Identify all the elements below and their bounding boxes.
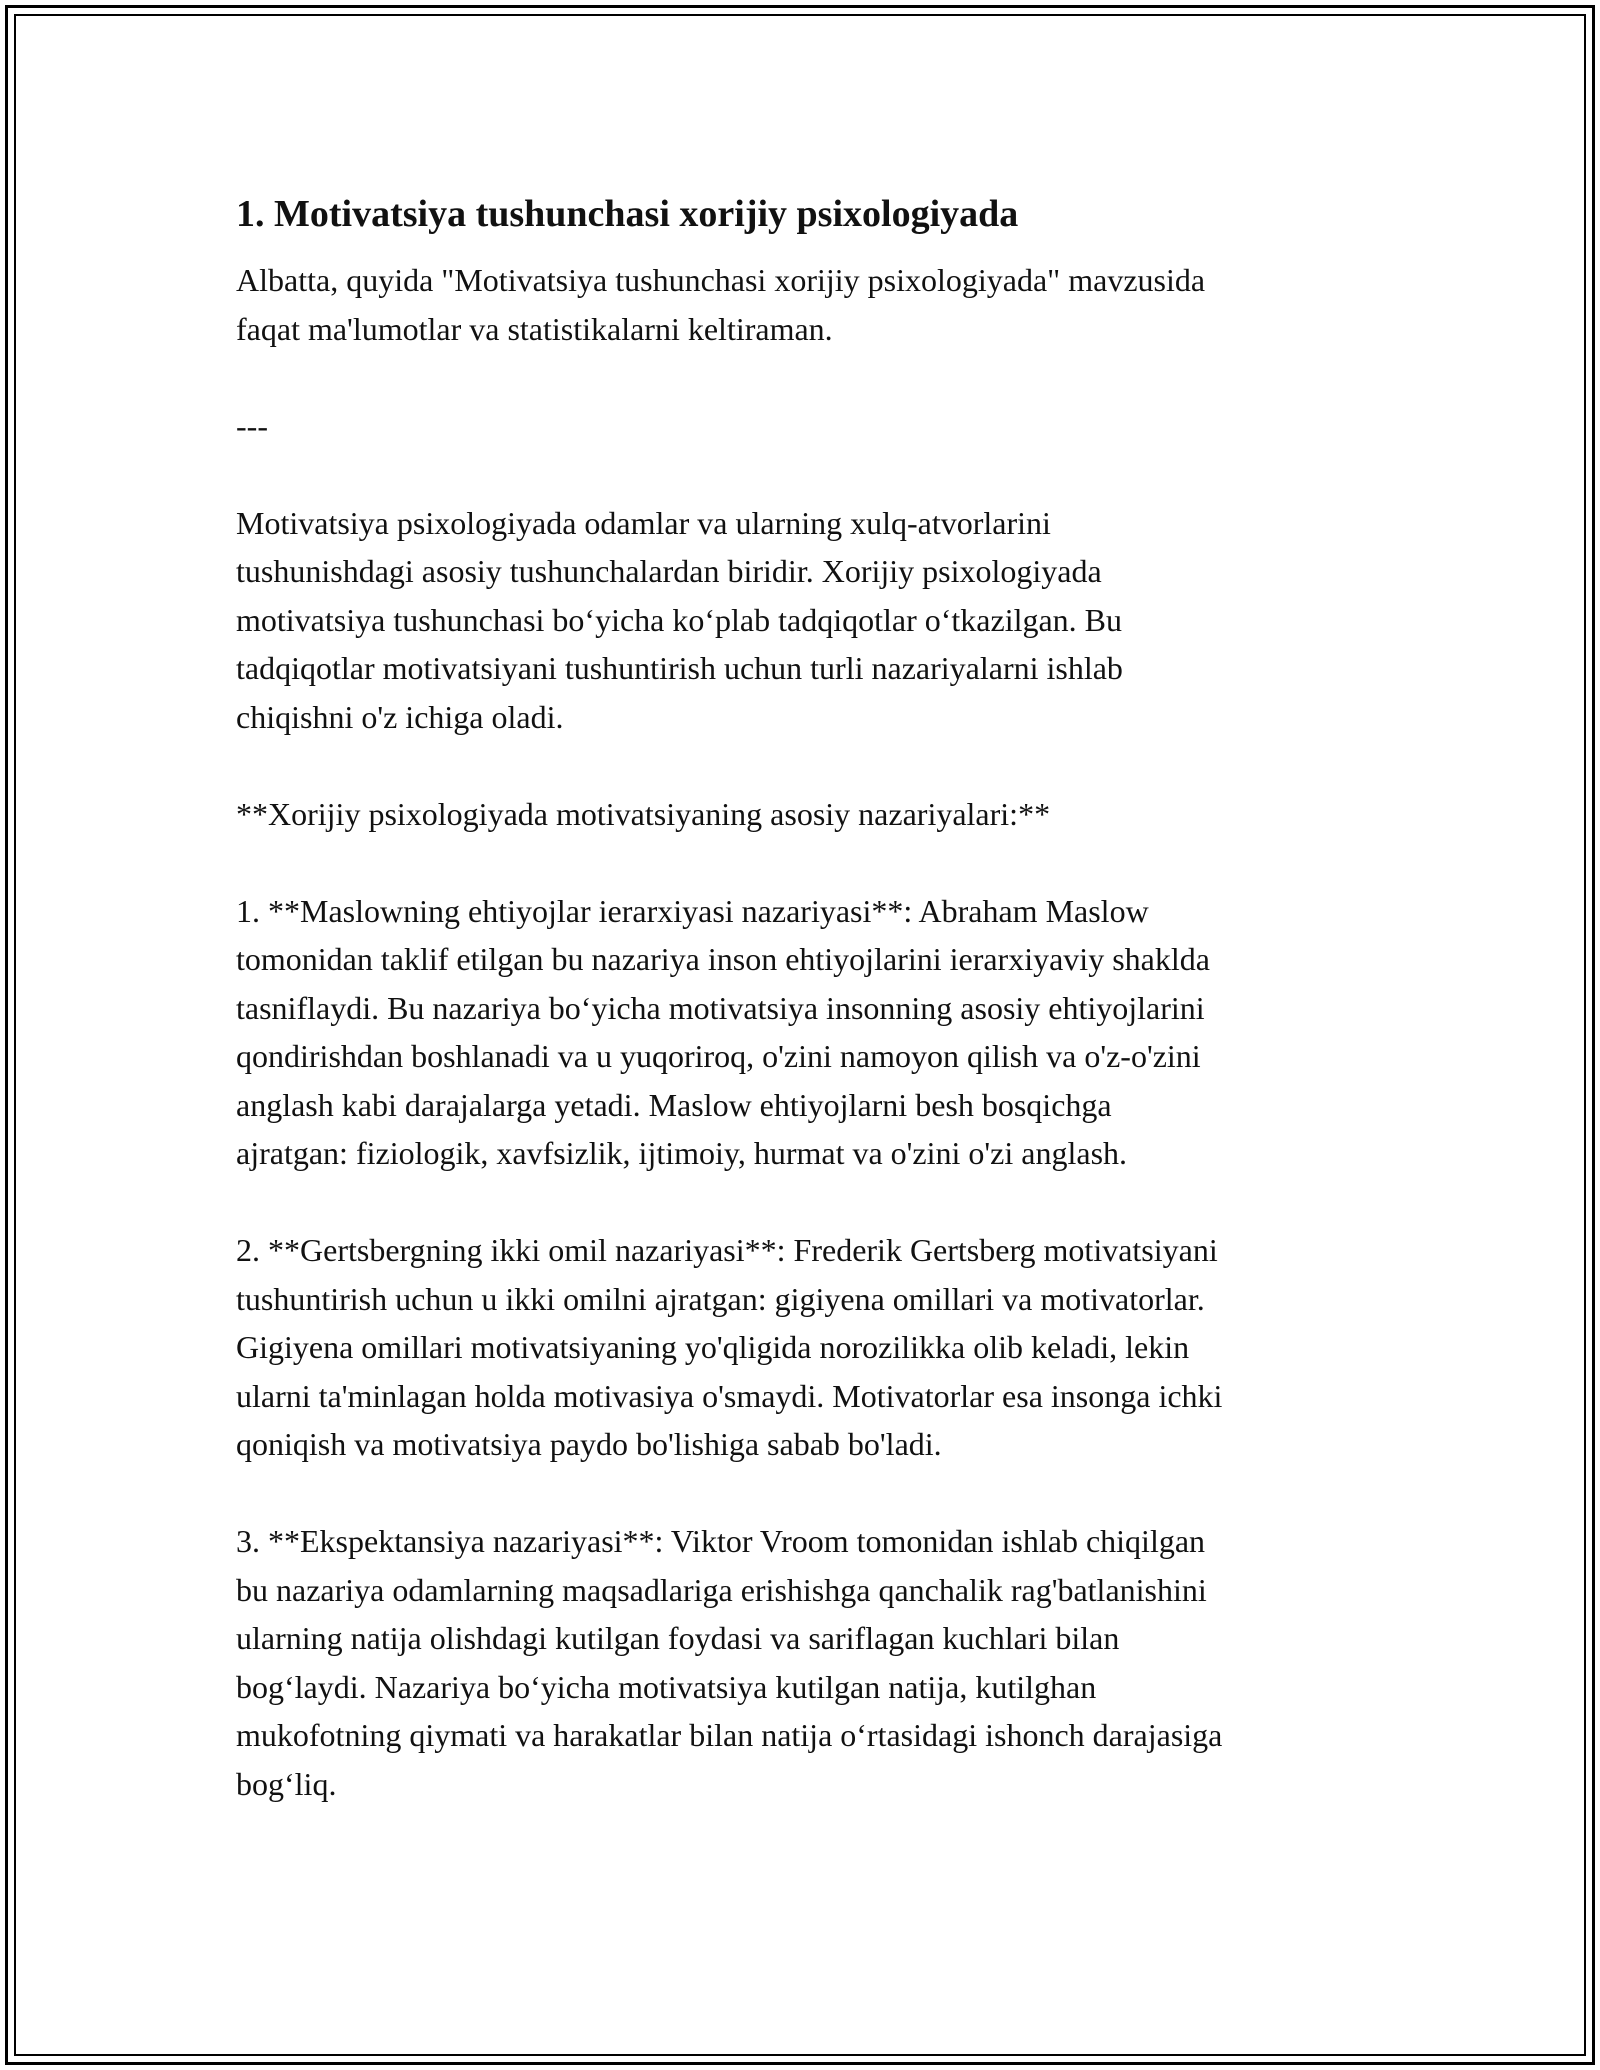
page-title: 1. Motivatsiya tushunchasi xorijiy psixologiyada — [236, 193, 1019, 235]
text-line: ajratgan: fiziologik, xavfsizlik, ijtimoiy, hurmat va o'zini o'zi anglash. — [236, 1135, 1128, 1171]
text-line: qoniqish va motivatsiya paydo bo'lishiga sabab bo'ladi. — [236, 1426, 942, 1462]
text-line: tushuntirish uchun u ikki omilni ajratgan: gigiyena omillari va motivatorlar. — [236, 1280, 1205, 1317]
text-line: tomonidan taklif etilgan bu nazariya inson ehtiyojlarini ierarxiyaviy shaklda — [236, 941, 1210, 977]
text-line: Motivatsiya psixologiyada odamlar va ularning xulq-atvorlarini — [236, 504, 1051, 541]
text-line: tadqiqotlar motivatsiyani tushuntirish uchun turli nazariyalarni ishlab — [236, 650, 1123, 686]
text-line: ularni ta'minlagan holda motivasiya o'smaydi. Motivatorlar esa insonga ichki — [236, 1377, 1223, 1414]
list-item-vroom — [236, 1517, 1386, 1808]
text-line: Gigiyena omillari motivatsiyaning yo'qligida norozilikka olib keladi, lekin — [236, 1329, 1190, 1365]
intro-paragraph — [236, 256, 1386, 353]
text-line: tushunishdagi asosiy tushunchalardan biridir. Xorijiy psixologiyada — [236, 553, 1102, 589]
text-line: bog‘laydi. Nazariya bo‘yicha motivatsiya kutilgan natija, kutilghan — [236, 1668, 1097, 1705]
text-line: ularning natija olishdagi kutilgan foydasi va sariflagan kuchlari bilan — [236, 1620, 1120, 1656]
text-line: tasniflaydi. Bu nazariya bo‘yicha motivatsiya insonning asosiy ehtiyojlarini — [236, 989, 1205, 1026]
text-line: **Xorijiy psixologiyada motivatsiyaning asosiy nazariyalari:** — [236, 795, 1051, 832]
text-line: anglash kabi darajalarga yetadi. Maslow ehtiyojlarni besh bosqichga — [236, 1086, 1112, 1123]
text-line: motivatsiya tushunchasi bo‘yicha ko‘plab tadqiqotlar o‘tkazilgan. Bu — [236, 601, 1123, 638]
list-item-gertsberg — [236, 1226, 1386, 1469]
text-line: chiqishni o'z ichiga oladi. — [236, 698, 564, 735]
list-item-maslow — [236, 887, 1386, 1178]
separator — [236, 402, 1386, 451]
body-paragraph — [236, 499, 1386, 742]
text-line: mukofotning qiymati va harakatlar bilan natija o‘rtasidagi ishonch darajasiga — [236, 1717, 1223, 1753]
separator-text: --- — [236, 407, 268, 444]
text-line: Albatta, quyida "Motivatsiya tushunchasi xorijiy psixologiyada" mavzusida — [236, 262, 1206, 298]
text-line: 1. **Maslowning ehtiyojlar ierarxiyasi nazariyasi**: Abraham Maslow — [236, 892, 1149, 929]
text-line: faqat ma'lumotlar va statistikalarni keltiraman. — [236, 310, 833, 347]
text-line: qondirishdan boshlanadi va u yuqoriroq, o'zini namoyon qilish va o'z-o'zini — [236, 1038, 1201, 1074]
text-line: bog‘liq. — [236, 1765, 337, 1802]
section-heading — [236, 790, 1386, 839]
text-line: bu nazariya odamlarning maqsadlariga erishishga qanchalik rag'batlanishini — [236, 1571, 1207, 1608]
text-line: 3. **Ekspektansiya nazariyasi**: Viktor Vroom tomonidan ishlab chiqilgan — [236, 1523, 1206, 1559]
document-body — [236, 186, 1386, 1857]
text-line: 2. **Gertsbergning ikki omil nazariyasi**: Frederik Gertsberg motivatsiyani — [236, 1232, 1218, 1268]
